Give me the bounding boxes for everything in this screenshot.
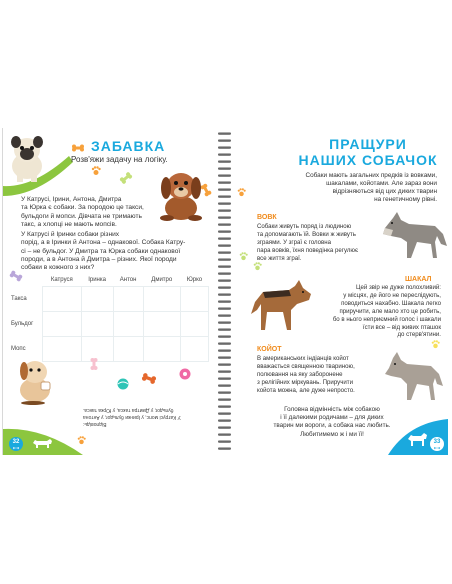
page-title: ЗАБАВКА — [91, 138, 166, 154]
page-title-line-2: НАШИХ СОБАЧОК — [298, 152, 438, 168]
grid-header-row — [9, 273, 209, 287]
spiral-ring — [218, 174, 231, 177]
grid-cell[interactable] — [43, 287, 82, 312]
jackal-section-text: Цей звір не дуже полохливий: у місцях, де його не переслідують, поводиться нахабно. Шакала легко приручити, але мало хто це робить, бо в нього неприємний голос і шакали їсти все – від живих пташок до стерв'ятини. — [332, 284, 441, 339]
grid-cell[interactable] — [113, 312, 143, 337]
spiral-ring — [218, 321, 231, 324]
spiral-ring — [218, 293, 231, 296]
summary-text: Головна відмінність між собакою і її далекими родичами – для диких тварин ми вороги, а собака нас любить. Любитимемо ж і ми її! — [273, 406, 391, 438]
spiral-ring — [218, 342, 231, 345]
intro-text: Собаки мають загальних предків із вовками, шакалами, койотами. Але зараз вони відрізняються від цих диких тварин на генетичному рівні. — [305, 172, 437, 204]
jackal-section-title: ШАКАЛ — [405, 276, 432, 283]
grid-cell[interactable] — [113, 287, 143, 312]
spiral-ring — [218, 202, 231, 205]
spiral-ring — [218, 356, 231, 359]
grid-column-header: Катруся — [50, 276, 73, 283]
spiral-ring — [218, 216, 231, 219]
spiral-ring — [218, 300, 231, 303]
spiral-ring — [218, 265, 231, 268]
spiral-ring — [218, 237, 231, 240]
bone-icon — [90, 357, 98, 371]
spiral-ring — [218, 440, 231, 443]
dachshund-silhouette-icon — [31, 437, 53, 449]
bone-icon — [71, 144, 85, 152]
coyote-illustration — [379, 350, 445, 402]
paw-icon — [253, 262, 262, 271]
grid-row-label: Бульдог — [11, 321, 34, 327]
spiral-ring — [218, 370, 231, 373]
grid-column-header: Іринка — [88, 276, 106, 283]
spiral-ring — [218, 258, 231, 261]
grid-cell[interactable] — [180, 337, 208, 362]
spiral-ring — [218, 384, 231, 387]
spiral-ring — [218, 335, 231, 338]
spiral-ring — [218, 209, 231, 212]
bone-icon — [118, 170, 134, 185]
spiral-ring — [218, 419, 231, 422]
spiral-ring — [218, 160, 231, 163]
wolf-section-text: Собаки живуть поряд із людиною та допомагають їй. Вовки ж живуть зграями. У зграї є головна пара вовків, їхня поведінка регулює все життя зграї. — [257, 223, 359, 262]
spiral-ring — [218, 230, 231, 233]
bone-icon — [140, 372, 158, 386]
spiral-ring — [218, 391, 231, 394]
paw-icon — [239, 252, 248, 261]
spiral-ring — [218, 244, 231, 247]
spiral-ring — [218, 167, 231, 170]
puzzle-instruction: Розв'яжи задачу на логіку. — [71, 155, 168, 164]
dog-with-cup-illustration — [11, 356, 61, 406]
ball-icon — [179, 368, 191, 380]
spiral-ring — [218, 188, 231, 191]
page-number-33: 33 ∗=∗ — [430, 437, 444, 451]
left-page — [2, 128, 217, 455]
spiral-ring — [218, 349, 231, 352]
grid-row — [9, 312, 209, 337]
spiral-ring — [218, 195, 231, 198]
spiral-ring — [218, 181, 231, 184]
jackal-illustration — [249, 278, 315, 332]
grid-cell[interactable] — [143, 287, 180, 312]
page-title-line-1: ПРАЩУРИ — [329, 136, 407, 152]
grid-column-header: Антон — [119, 276, 137, 283]
grid-row-label: Мопс — [11, 346, 26, 352]
grid-cell[interactable] — [180, 287, 208, 312]
spiral-ring — [218, 405, 231, 408]
spiral-ring — [218, 363, 231, 366]
paw-icon — [91, 166, 101, 176]
paw-icon — [237, 188, 246, 197]
spiral-ring — [218, 251, 231, 254]
spiral-ring — [218, 377, 231, 380]
grid-column-header: Дмитро — [151, 276, 173, 283]
cartoon-dog-illustration — [153, 168, 209, 222]
spiral-ring — [218, 447, 231, 450]
puzzle-text-1: У Катрусі, Ірини, Антона, Дмитра та Юрка є собаки. За породою це такси, бульдоги й мопси. Дівчата не тримають такс, а хлопці не мають мопсів. — [21, 196, 144, 228]
grid-cell[interactable] — [81, 312, 113, 337]
spiral-ring — [218, 272, 231, 275]
paw-icon — [431, 340, 440, 349]
paw-icon — [77, 436, 86, 445]
grid-cell[interactable] — [81, 287, 113, 312]
wolf-section-title: ВОВК — [257, 214, 277, 221]
grid-cell[interactable] — [43, 312, 82, 337]
ball-icon — [117, 378, 129, 390]
grid-row-label: Такса — [11, 296, 27, 302]
coyote-section-title: КОЙОТ — [257, 346, 282, 353]
spiral-ring — [218, 132, 231, 135]
logic-grid — [9, 273, 209, 362]
spiral-ring — [218, 314, 231, 317]
grid-column-header: Юрко — [186, 276, 203, 283]
grid-cell[interactable] — [180, 312, 208, 337]
book-spread — [2, 128, 448, 455]
pug-illustration — [5, 132, 49, 182]
puzzle-text-2: У Катрусі й Іринки собаки різних порід, а в Іринки й Антона – однакової. Собака Катру- сі – не бульдог. У Дмитра та Юрка собаки однакової породи, а в Антона й Дмитра – різних. Якої породи собаки в кожного з них? — [21, 231, 186, 272]
grid-cell[interactable] — [143, 337, 180, 362]
spiral-ring — [218, 286, 231, 289]
spiral-ring — [218, 139, 231, 142]
spiral-ring — [218, 146, 231, 149]
spiral-ring — [218, 412, 231, 415]
spiral-ring — [218, 223, 231, 226]
grid-cell[interactable] — [143, 312, 180, 337]
answer-upside-down: Відповідь: У Катрусі мопс, у Іринки бульдог, у Антона бульдог, у Дмитра такса, у Юрка такса. — [83, 407, 181, 427]
spiral-ring — [218, 279, 231, 282]
spiral-ring — [218, 153, 231, 156]
spiral-ring — [218, 426, 231, 429]
coyote-section-text: В американських індіанців койот вважається священною твариною, полювання на яку заборонене з релігійних міркувань. Приручити койота можна, але дуже непросто. — [257, 355, 355, 394]
wolf-illustration — [377, 208, 448, 260]
spiral-ring — [218, 433, 231, 436]
grid-row — [9, 287, 209, 312]
spiral-ring — [218, 398, 231, 401]
spiral-ring — [218, 307, 231, 310]
spiral-binding — [216, 128, 233, 455]
spiral-ring — [218, 328, 231, 331]
right-page — [233, 128, 448, 455]
grid-cell[interactable] — [113, 337, 143, 362]
dog-silhouette-icon — [406, 431, 428, 447]
page-number-32: 32 ∗=∗ — [9, 437, 23, 451]
